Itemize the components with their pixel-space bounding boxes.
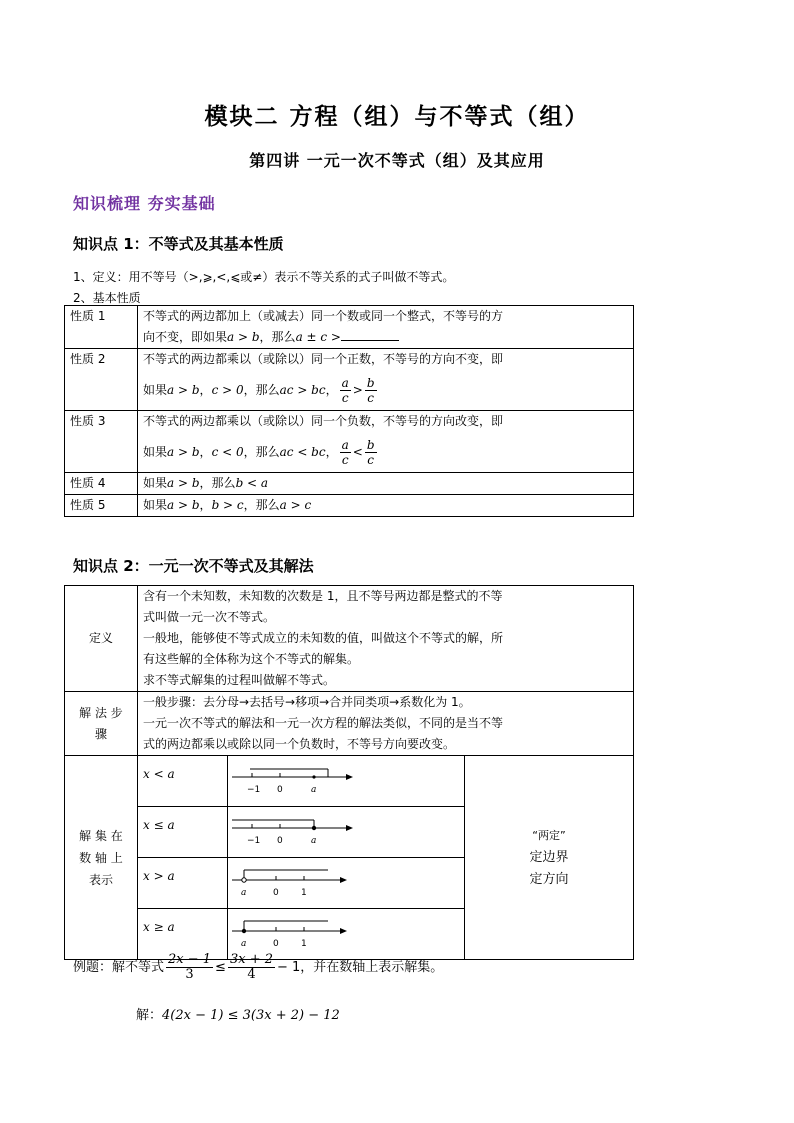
fraction: $\frac{b}{c}$ <box>366 376 375 405</box>
svg-text:−1: −1 <box>247 836 261 846</box>
axis-expr: x ≥ a <box>143 920 175 934</box>
svg-text:a: a <box>241 888 247 898</box>
prop-text: 不等式的两边都乘以（或除以）同一个负数，不等号的方向改变，即 如果a > b，c < 0，那么ac < bc， $\frac{a}{c}$ < $\frac{b}{c}$ <box>138 411 634 473</box>
fraction: $\frac{a}{c}$ <box>341 438 349 467</box>
prop-text: 如果a > b，b > c，那么a > c <box>138 495 634 517</box>
steps-label: 解 法 步 骤 <box>65 692 138 756</box>
table-row <box>65 473 634 495</box>
axis-label: 解 集 在 数 轴 上 表示 <box>65 756 138 960</box>
prop-text: 如果a > b，那么b < a <box>138 473 634 495</box>
table-row <box>65 306 634 349</box>
fraction: $\frac{a}{c}$ <box>341 376 349 405</box>
prop-label: 性质 1 <box>65 306 138 349</box>
page-title: 模块二 方程（组）与不等式（组） <box>204 104 590 130</box>
lecture-subtitle: 第四讲 一元一次不等式（组）及其应用 <box>249 151 545 170</box>
number-line-3 <box>228 858 464 901</box>
kp2-heading: 知识点 2：一元一次不等式及其解法 <box>73 557 314 575</box>
number-line-4 <box>228 909 464 952</box>
table-row <box>65 586 634 692</box>
kp1-basic-label: 2、基本性质 <box>73 291 141 305</box>
table-row <box>65 692 634 756</box>
prop-text: 不等式的两边都加上（或减去）同一个数或同一个整式，不等号的方 向不变，即如果a > b，那么a ± c > <box>138 306 634 349</box>
table-row <box>65 411 634 473</box>
steps-text: 一般步骤：去分母→去括号→移项→合并同类项→系数化为 1。 一元一次不等式的解法和一元一次方程的解法类似，不同的是当不等 式的两边都乘以或除以同一个负数时，不等号方向要改变。 <box>138 692 634 756</box>
svg-text:0: 0 <box>273 939 279 949</box>
fill-blank[interactable] <box>341 329 399 341</box>
svg-text:1: 1 <box>301 939 307 949</box>
number-line-1 <box>228 756 464 799</box>
definition-text: 含有一个未知数，未知数的次数是 1，且不等号两边都是整式的不等 式叫做一元一次不等式。 一般地，能够使不等式成立的未知数的值，叫做这个不等式的解，所 有这些解的全体称为这个不等式的解集。 求不等式解集的过程叫做解不等式。 <box>138 586 634 692</box>
axis-expr: x ≤ a <box>143 818 175 832</box>
two-rules-cell: “两定” 定边界 定方向 <box>465 756 634 960</box>
svg-text:−1: −1 <box>247 785 261 795</box>
svg-text:a: a <box>311 785 317 795</box>
table-row <box>65 495 634 517</box>
example-problem: 例题：解不等式 $\frac{2x - 1}{3}$ ≤ $\frac{3x + 2}{4}$ − 1，并在数轴上表示解集。 <box>73 952 444 982</box>
definition-label: 定义 <box>65 586 138 692</box>
fraction: $\frac{b}{c}$ <box>366 438 375 467</box>
number-line-cell <box>228 807 465 858</box>
table-row <box>65 349 634 411</box>
solving-table <box>64 585 634 960</box>
svg-text:0: 0 <box>277 785 283 795</box>
prop-label: 性质 4 <box>65 473 138 495</box>
kp1-heading: 知识点 1：不等式及其基本性质 <box>73 235 284 253</box>
prop-label: 性质 2 <box>65 349 138 411</box>
svg-text:0: 0 <box>273 888 279 898</box>
fraction: $\frac{3x + 2}{4}$ <box>229 952 273 982</box>
svg-text:a: a <box>241 939 247 949</box>
axis-expr: x > a <box>143 869 175 883</box>
prop-label: 性质 3 <box>65 411 138 473</box>
axis-expr: x < a <box>143 767 175 781</box>
number-line-cell <box>228 858 465 909</box>
number-line-cell <box>228 756 465 807</box>
solution-line: 解：4(2x − 1) ≤ 3(3x + 2) − 12 <box>136 1008 340 1023</box>
svg-text:a: a <box>311 836 317 846</box>
fraction: $\frac{2x - 1}{3}$ <box>168 952 212 982</box>
number-line-2 <box>228 807 464 850</box>
prop-label: 性质 5 <box>65 495 138 517</box>
properties-table <box>64 305 634 517</box>
prop-text: 不等式的两边都乘以（或除以）同一个正数，不等号的方向不变，即 如果a > b，c > 0，那么ac > bc， $\frac{a}{c}$ > $\frac{b}{c}$ <box>138 349 634 411</box>
section-heading: 知识梳理 夯实基础 <box>73 194 216 213</box>
svg-text:1: 1 <box>301 888 307 898</box>
table-row <box>65 756 634 807</box>
kp1-definition: 1、定义：用不等号（>,⩾,<,⩽或≠）表示不等关系的式子叫做不等式。 <box>73 270 455 284</box>
svg-text:0: 0 <box>277 836 283 846</box>
